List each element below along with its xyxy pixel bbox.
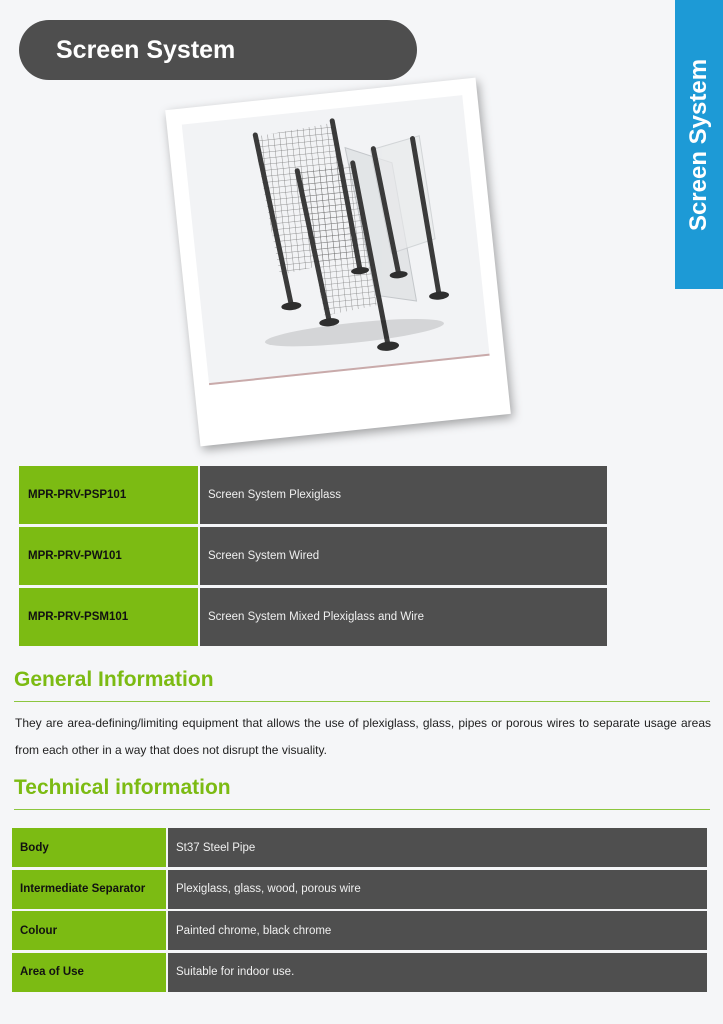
page-title-text: Screen System <box>56 35 236 64</box>
section-divider <box>14 701 710 702</box>
general-information-text: They are area-defining/limiting equipment that allows the use of plexiglass, glass, pipes or porous wires to separate usage areas from each other in a way that does not disrupt the visuality. <box>15 716 711 757</box>
spec-value: Painted chrome, black chrome <box>168 911 707 950</box>
spec-value: Suitable for indoor use. <box>168 953 707 992</box>
spec-label: Body <box>12 828 166 867</box>
product-code-table <box>19 466 607 649</box>
table-row <box>19 588 607 646</box>
table-row <box>12 953 707 992</box>
product-photo <box>172 85 512 440</box>
polaroid-frame <box>165 78 511 447</box>
spec-value: Plexiglass, glass, wood, porous wire <box>168 870 707 909</box>
spec-label: Colour <box>12 911 166 950</box>
side-tab-label: Screen System <box>685 58 712 232</box>
product-description: Screen System Mixed Plexiglass and Wire <box>200 588 607 646</box>
product-code: MPR-PRV-PW101 <box>19 527 198 585</box>
side-tab <box>675 0 723 289</box>
screen-system-image <box>182 95 490 385</box>
table-row <box>12 828 707 867</box>
product-description: Screen System Plexiglass <box>200 466 607 524</box>
table-row <box>12 911 707 950</box>
section-divider <box>14 809 710 810</box>
page-title <box>19 20 417 80</box>
table-row <box>12 870 707 909</box>
spec-label: Intermediate Separator <box>12 870 166 909</box>
table-row <box>19 466 607 524</box>
technical-information-heading: Technical information <box>14 776 231 799</box>
spec-label: Area of Use <box>12 953 166 992</box>
product-code: MPR-PRV-PSM101 <box>19 588 198 646</box>
screen-system-illustration <box>182 95 490 383</box>
product-code: MPR-PRV-PSP101 <box>19 466 198 524</box>
product-description: Screen System Wired <box>200 527 607 585</box>
general-information-heading: General Information <box>14 668 214 691</box>
table-row <box>19 527 607 585</box>
technical-table <box>12 828 707 994</box>
spec-value: St37 Steel Pipe <box>168 828 707 867</box>
